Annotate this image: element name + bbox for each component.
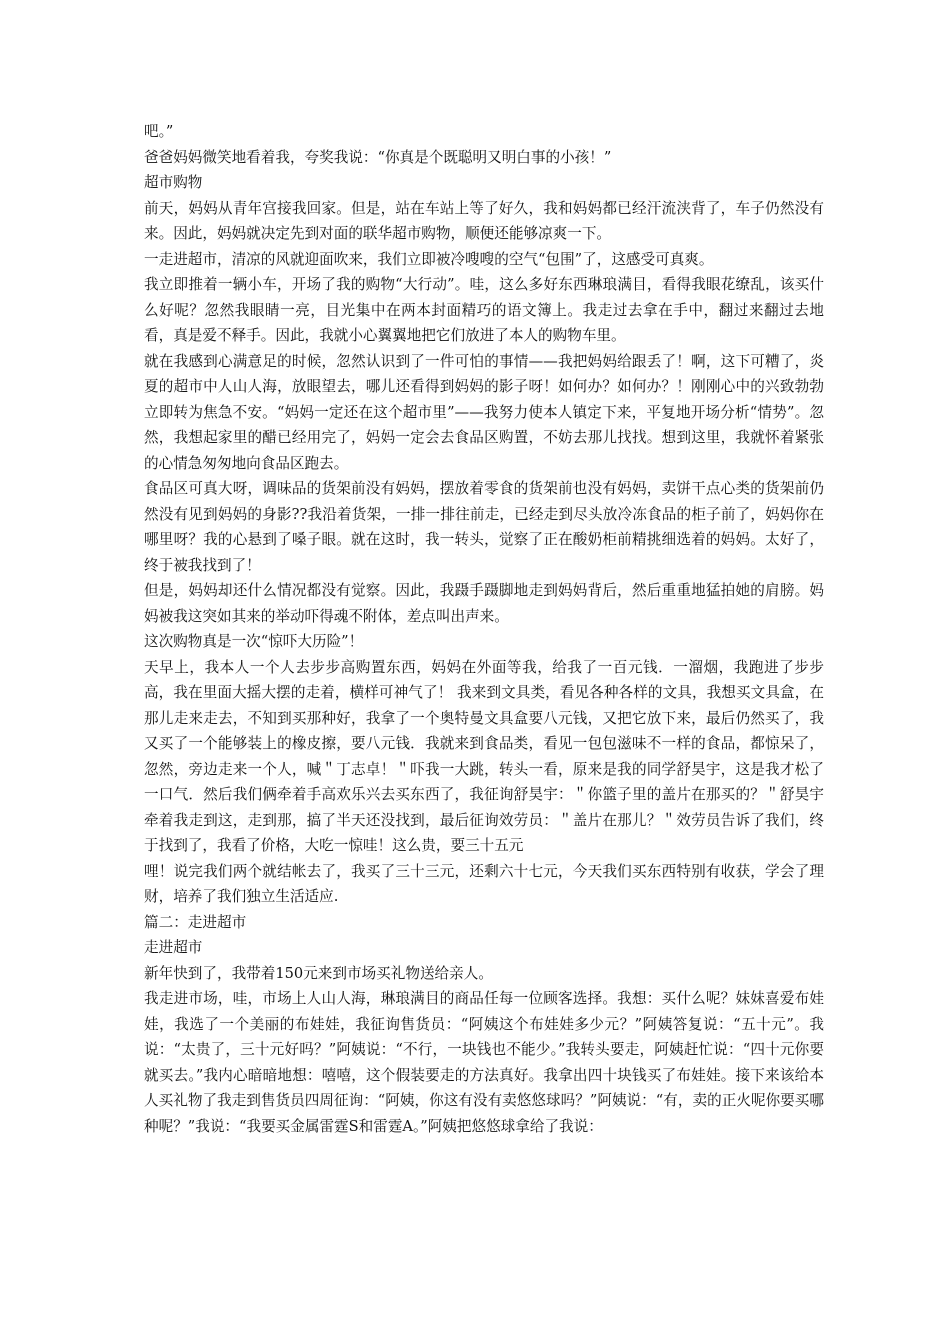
paragraph: 食品区可真大呀，调味品的货架前没有妈妈，摆放着零食的货架前也没有妈妈，卖饼干点心类的货架前仍然没有见到妈妈的身影??我沿着货架，一排一排往前走，已经走到尽头放冷冻食品的柜子前了，妈妈你在哪里呀？我的心悬到了嗓子眼。就在这时，我一转头，觉察了正在酸奶柜前精挑细选着的妈妈。太好了，终于被我找到了！ xyxy=(144,480,824,574)
paragraph: 前天，妈妈从青年宫接我回家。但是，站在车站上等了好久，我和妈妈都已经汗流浃背了，车子仍然没有来。因此，妈妈就决定先到对面的联华超市购物，顺便还能够凉爽一下。 xyxy=(144,199,824,242)
section-title: 走进超市 xyxy=(144,939,203,956)
paragraph: 吧。” xyxy=(144,123,174,140)
paragraph: 天早上，我本人一个人去步步高购置东西，妈妈在外面等我，给我了一百元钱．一溜烟，我跑进了步步高，我在里面大摇大摆的走着，横样可神气了！ 我来到文具类，看见各种各样的文具，我想买文具盒，在那儿走来走去，不知到买那种好，我拿了一个奥特曼文具盒要八元钱，又把它放下来，最后仍然买了，我又买了一个能够装上的橡皮擦，要八元钱．我就来到食品类，看见一包包滋味不一样的食品，都惊呆了，忽然，旁边走来一个人，喊＂丁志卓！＂吓我一大跳，转头一看，原来是我的同学舒昊宇，这是我才松了一口气．然后我们俩牵着手高欢乐兴去买东西了，我征询舒昊宇：＂你篮子里的盖片在那买的？＂舒昊宇牵着我走到这，走到那，搞了半天还没找到，最后征询效劳员：＂盖片在那儿？＂效劳员告诉了我们，终于找到了，我看了价格，大吃一惊哇！这么贵，要三十五元 xyxy=(144,658,824,854)
paragraph: 哩！说完我们两个就结帐去了，我买了三十三元，还剩六十七元，今天我们买东西特别有收获，学会了理财，培养了我们独立生活适应. xyxy=(144,862,824,905)
paragraph: 一走进超市，清凉的风就迎面吹来，我们立即被冷嗖嗖的空气“包围”了，这感受可真爽。 xyxy=(144,250,714,268)
chapter-title: 篇二：走进超市 xyxy=(144,913,247,931)
section-title: 超市购物 xyxy=(144,174,203,191)
paragraph: 但是，妈妈却还什么情况都没有觉察。因此，我蹑手蹑脚地走到妈妈背后，然后重重地猛拍她的肩膀。妈妈被我这突如其来的举动吓得魂不附体，差点叫出声来。 xyxy=(144,582,824,625)
paragraph: 我走进市场，哇，市场上人山人海，琳琅满目的商品任每一位顾客选择。我想：买什么呢？妹妹喜爱布娃娃，我选了一个美丽的布娃娃，我征询售货员：“阿姨这个布娃娃多少元？”阿姨答复说：“五十元”。我说：“太贵了，三十元好吗？”阿姨说：“不行，一块钱也不能少。”我转头要走，阿姨赶忙说：“四十元你要就买去。”我内心暗暗地想：嘻嘻，这个假装要走的方法真好。我拿出四十块钱买了布娃娃。接下来该给本人买礼物了我走到售货员四周征询：“阿姨，你这有没有卖悠悠球吗？”阿姨说：“有，卖的正火呢你要买哪种呢？”我说：“我要买金属雷霆S和雷霆A。”阿姨把悠悠球拿给了我说： xyxy=(144,990,824,1135)
paragraph: 爸爸妈妈微笑地看着我，夸奖我说：“你真是个既聪明又明白事的小孩！” xyxy=(144,148,612,166)
paragraph: 我立即推着一辆小车，开场了我的购物“大行动”。哇，这么多好东西琳琅满目，看得我眼花缭乱，该买什么好呢？忽然我眼睛一亮，目光集中在两本封面精巧的语文簿上。我走过去拿在手中，翻过来翻过去地看，真是爱不释手。因此，我就小心翼翼地把它们放进了本人的购物车里。 xyxy=(144,276,824,344)
paragraph: 新年快到了，我带着150元来到市场买礼物送给亲人。 xyxy=(144,964,493,982)
paragraph: 就在我感到心满意足的时候，忽然认识到了一件可怕的事情——我把妈妈给跟丢了！啊，这下可糟了，炎夏的超市中人山人海，放眼望去，哪儿还看得到妈妈的影子呀！如何办？如何办？！刚刚心中的兴致勃勃立即转为焦急不安。“妈妈一定还在这个超市里”——我努力使本人镇定下来，平复地开场分析“情势”。忽然，我想起家里的醋已经用完了，妈妈一定会去食品区购置，不妨去那儿找找。想到这里，我就怀着紧张的心情急匆匆地向食品区跑去。 xyxy=(144,352,824,472)
paragraph: 这次购物真是一次“惊吓大历险”！ xyxy=(144,633,364,650)
document-page xyxy=(144,119,824,1139)
